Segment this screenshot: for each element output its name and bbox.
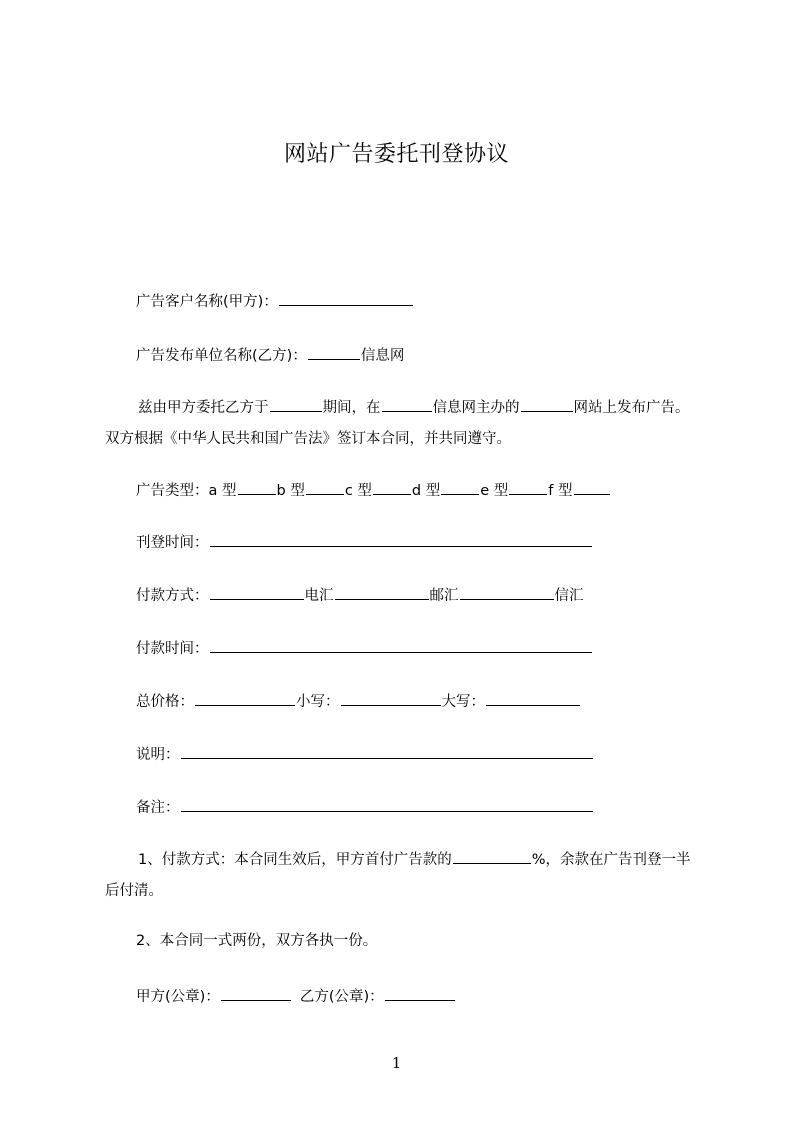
remark-blank[interactable] (181, 796, 593, 812)
host-blank[interactable] (382, 396, 432, 412)
page-number: 1 (391, 1054, 402, 1072)
website-blank[interactable] (521, 396, 573, 412)
clause-1 (105, 845, 703, 907)
party-b-blank[interactable] (308, 344, 360, 360)
payment-postal-blank[interactable] (335, 584, 429, 600)
payment-time-label: 付款时间： (136, 641, 209, 657)
party-b-label: 广告发布单位名称(乙方)： (136, 348, 307, 364)
party-b-seal-blank[interactable] (385, 985, 455, 1001)
lower-amount-blank[interactable] (341, 690, 441, 706)
total-price-blank[interactable] (195, 690, 295, 706)
publish-time-blank[interactable] (210, 531, 592, 547)
intro-paragraph (105, 393, 703, 455)
ad-type-f: f 型 (548, 483, 573, 499)
payment-time-line (136, 637, 593, 659)
party-b-line (136, 344, 404, 366)
payment-postal: 邮汇 (429, 588, 459, 604)
remark-line (136, 796, 594, 818)
party-b-suffix: 信息网 (360, 348, 405, 364)
clause-1-text-3: 一半后付清。 (105, 852, 691, 899)
payment-method-line (136, 584, 584, 606)
publish-time-line (136, 531, 593, 553)
note-blank[interactable] (181, 743, 593, 759)
clause-2-text: 2、本合同一式两份，双方各执一份。 (136, 933, 378, 949)
ad-type-b-blank[interactable] (306, 479, 344, 495)
ad-type-a: a 型 (208, 483, 237, 499)
party-a-label: 广告客户名称(甲方)： (136, 294, 278, 310)
period-blank[interactable] (270, 396, 322, 412)
clause-2 (136, 931, 377, 951)
payment-letter-blank[interactable] (460, 584, 554, 600)
payment-telegraph: 电汇 (304, 588, 334, 604)
payment-letter: 信汇 (554, 588, 584, 604)
payment-method-label: 付款方式： (136, 588, 209, 604)
ad-type-d-blank[interactable] (441, 479, 479, 495)
clause-1-text-2: %，余款在广告刊登 (531, 852, 662, 868)
note-line (136, 743, 594, 765)
ad-type-line (136, 479, 611, 501)
page-title: 网站广告委托刊登协议 (283, 142, 509, 167)
payment-telegraph-blank[interactable] (210, 584, 304, 600)
intro-text-5: 广告。双方根据《中华人民共和国广告法》签订本合同，并共同遵守。 (105, 400, 690, 447)
ad-type-c-blank[interactable] (373, 479, 411, 495)
ad-type-c: c 型 (344, 483, 372, 499)
party-a-seal-label: 甲方(公章)： (136, 989, 220, 1005)
upper-amount-blank[interactable] (486, 690, 580, 706)
intro-text-1: 兹由甲方委托乙方于 (138, 400, 269, 416)
lower-label: 小写： (296, 694, 340, 710)
intro-text-3: 信息网主办的 (432, 400, 520, 416)
intro-text-4: 网站上发布 (573, 400, 646, 416)
down-payment-percent-blank[interactable] (453, 848, 531, 864)
clause-1-text-1: 1、付款方式：本合同生效后，甲方首付广告款的 (138, 852, 452, 868)
upper-label: 大写： (441, 694, 485, 710)
ad-type-a-blank[interactable] (238, 479, 276, 495)
ad-type-e-blank[interactable] (509, 479, 547, 495)
intro-text-2: 期间，在 (322, 400, 381, 416)
total-price-line (136, 690, 581, 712)
party-b-seal-label: 乙方(公章)： (299, 989, 384, 1005)
party-a-line (136, 290, 414, 312)
party-a-blank[interactable] (279, 290, 413, 306)
ad-type-label: 广告类型： (136, 483, 209, 499)
total-price-label: 总价格： (136, 694, 194, 710)
ad-type-d: d 型 (411, 483, 441, 499)
note-label: 说明： (136, 747, 180, 763)
publish-time-label: 刊登时间： (136, 535, 209, 551)
ad-type-f-blank[interactable] (574, 479, 610, 495)
remark-label: 备注： (136, 800, 180, 816)
ad-type-b: b 型 (276, 483, 305, 499)
payment-time-blank[interactable] (210, 637, 592, 653)
seal-line (136, 985, 456, 1007)
ad-type-e: e 型 (480, 483, 509, 499)
party-a-seal-blank[interactable] (221, 985, 291, 1001)
